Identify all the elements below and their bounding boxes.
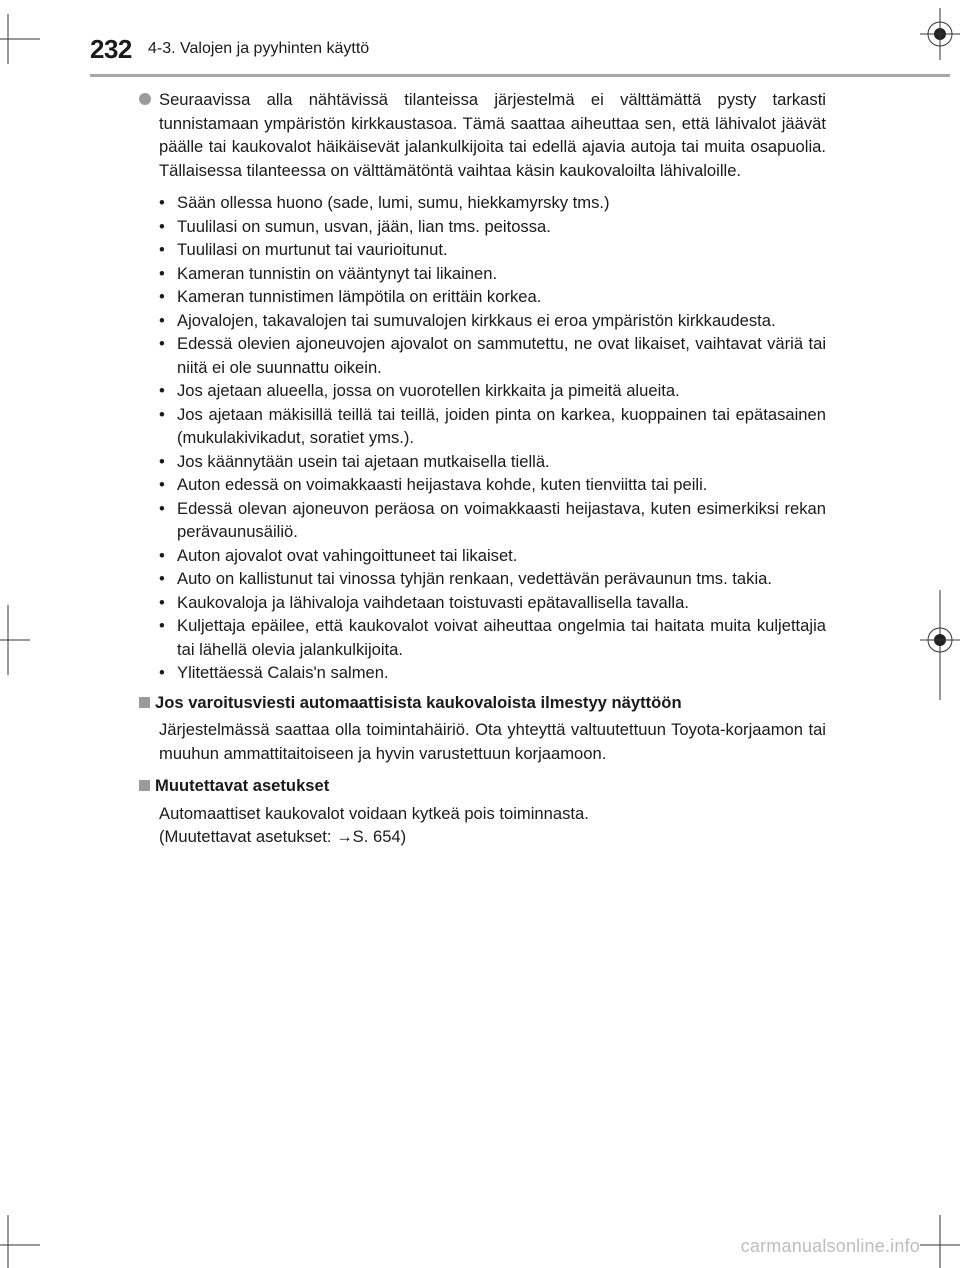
list-item: • Kaukovaloja ja lähivaloja vaihdetaan toistuvasti epätavallisella tavalla. [159, 591, 826, 615]
list-item: • Auto on kallistunut tai vinossa tyhjän renkaan, vedettävän perävaunun tms. takia. [159, 567, 826, 591]
page-header [90, 34, 950, 76]
warning-message-body: Järjestelmässä saattaa olla toimintahäiriö. Ota yhteyttä valtuutettuun Toyota-korjaamon tai muuhun ammattitaitoiseen ja hyvin varustettuun korjaamoon. [159, 720, 826, 763]
warning-message-heading: Jos varoitusviesti automaattisista kaukovaloista ilmestyy näyttöön [155, 692, 682, 712]
list-item: • Jos ajetaan mäkisillä teillä tai teillä, joiden pinta on karkea, kuoppainen tai epätasainen (mukulakivikadut, soratiet yms.). [159, 403, 826, 450]
crop-mark-mid-right [920, 590, 960, 700]
list-item: • Kameran tunnistin on vääntynyt tai likainen. [159, 262, 826, 286]
page-number: 232 [90, 34, 132, 64]
header-rule [90, 74, 950, 77]
round-bullet-icon [139, 93, 151, 105]
list-item: • Kameran tunnistimen lämpötila on erittäin korkea. [159, 285, 826, 309]
list-item: • Ajovalojen, takavalojen tai sumuvalojen kirkkaus ei eroa ympäristön kirkkaudesta. [159, 309, 826, 333]
footer-watermark: carmanualsonline.info [740, 1236, 920, 1256]
list-item: • Edessä olevien ajoneuvojen ajovalot on sammutettu, ne ovat likaiset, vaihtavat väriä tai niitä ei ole suunnattu oikein. [159, 332, 826, 379]
crop-mark-bottom-left [0, 1215, 40, 1268]
warning-message-section [139, 691, 826, 766]
square-bullet-icon [139, 697, 150, 708]
list-item: • Tuulilasi on sumun, usvan, jään, lian tms. peitossa. [159, 215, 826, 239]
crop-mark-mid-left [0, 605, 30, 675]
list-item: • Auton ajovalot ovat vahingoittuneet tai likaiset. [159, 544, 826, 568]
page-content [139, 88, 826, 849]
list-item: • Tuulilasi on murtunut tai vaurioitunut. [159, 238, 826, 262]
list-item: • Kuljettaja epäilee, että kaukovalot voivat aiheuttaa ongelmia tai haitata muita kuljettajia tai lähellä olevia jalankulkijoita. [159, 614, 826, 661]
square-bullet-icon [139, 780, 150, 791]
custom-settings-line-1: Automaattiset kaukovalot voidaan kytkeä pois toiminnasta. [159, 803, 589, 823]
list-item: • Jos käännytään usein tai ajetaan mutkaisella tiellä. [159, 450, 826, 474]
custom-settings-section [139, 774, 826, 849]
list-item: • Sään ollessa huono (sade, lumi, sumu, hiekkamyrsky tms.) [159, 191, 826, 215]
section-title: 4-3. Valojen ja pyyhinten käyttö [148, 40, 370, 57]
list-item: • Auton edessä on voimakkaasti heijastava kohde, kuten tienviitta tai peili. [159, 473, 826, 497]
intro-paragraph [139, 88, 826, 182]
list-item: • Jos ajetaan alueella, jossa on vuorotellen kirkkaita ja pimeitä alueita. [159, 379, 826, 403]
list-item: • Edessä olevan ajoneuvon peräosa on voimakkaasti heijastava, kuten esimerkiksi rekan perävaunusäiliö. [159, 497, 826, 544]
custom-settings-heading: Muutettavat asetukset [155, 776, 330, 795]
list-item: • Ylitettäessä Calais'n salmen. [159, 661, 826, 685]
crop-mark-bottom-right [920, 1215, 960, 1268]
intro-text: Seuraavissa alla nähtävissä tilanteissa järjestelmä ei välttämättä pysty tarkasti tunnistamaan ympäristön kirkkaustasoa. Tämä saattaa aiheuttaa sen, että lähivalot jäävät päälle tai kaukovalot häikäisevät jalankulkijoita tai edellä ajavia autoja tai muita osapuolia. Tällaisessa tilanteessa on välttämätöntä vaihtaa käsin kaukovaloilta lähivaloille. [159, 90, 826, 180]
conditions-list [139, 191, 826, 685]
custom-settings-line-2: (Muutettavat asetukset: →S. 654) [159, 827, 407, 846]
crop-mark-top-left [0, 14, 40, 64]
